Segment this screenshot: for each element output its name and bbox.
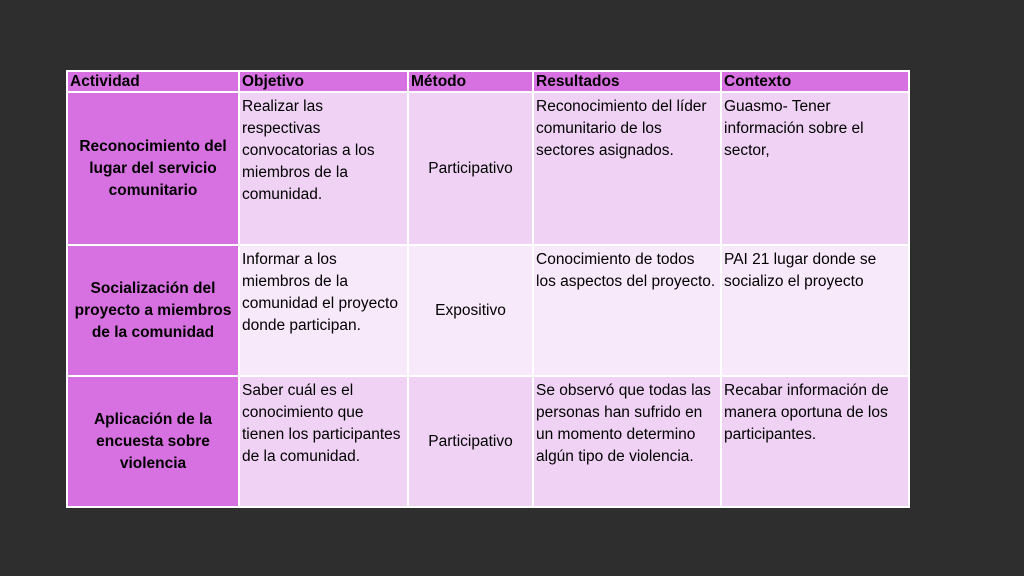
header-objetivo: Objetivo [239, 71, 408, 92]
table-row [67, 245, 909, 376]
cell-resultados: Conocimiento de todos los aspectos del proyecto. [533, 245, 721, 376]
cell-metodo: Participativo [408, 376, 533, 507]
table-row [67, 376, 909, 507]
cell-actividad: Reconocimiento del lugar del servicio comunitario [67, 92, 239, 245]
cell-objetivo: Saber cuál es el conocimiento que tienen los participantes de la comunidad. [239, 376, 408, 507]
cell-actividad: Socialización del proyecto a miembros de la comunidad [67, 245, 239, 376]
activities-table [66, 70, 910, 508]
table-row [67, 92, 909, 245]
header-metodo: Método [408, 71, 533, 92]
cell-actividad: Aplicación de la encuesta sobre violencia [67, 376, 239, 507]
cell-objetivo: Realizar las respectivas convocatorias a los miembros de la comunidad. [239, 92, 408, 245]
cell-resultados: Reconocimiento del líder comunitario de los sectores asignados. [533, 92, 721, 245]
cell-resultados: Se observó que todas las personas han sufrido en un momento determino algún tipo de violencia. [533, 376, 721, 507]
cell-objetivo: Informar a los miembros de la comunidad el proyecto donde participan. [239, 245, 408, 376]
header-actividad: Actividad [67, 71, 239, 92]
cell-contexto: Guasmo- Tener información sobre el sector, [721, 92, 909, 245]
cell-contexto: Recabar información de manera oportuna de los participantes. [721, 376, 909, 507]
cell-contexto: PAI 21 lugar donde se socializo el proyecto [721, 245, 909, 376]
header-resultados: Resultados [533, 71, 721, 92]
cell-metodo: Expositivo [408, 245, 533, 376]
cell-metodo: Participativo [408, 92, 533, 245]
header-contexto: Contexto [721, 71, 909, 92]
header-row [67, 71, 909, 92]
